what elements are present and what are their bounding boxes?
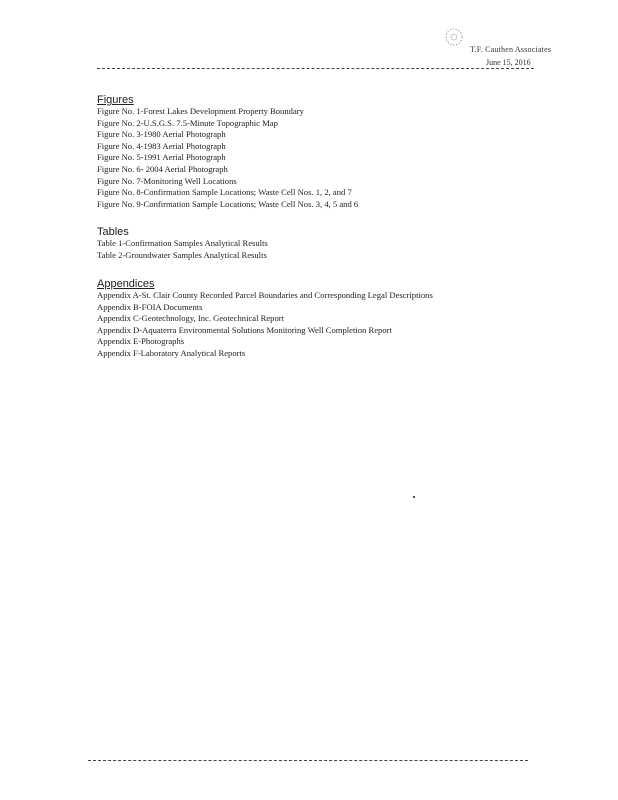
company-logo-icon: [443, 26, 465, 53]
appendix-item: Appendix D-Aquaterra Environmental Solutions Monitoring Well Completion Report: [97, 324, 392, 335]
figures-heading: Figures: [97, 94, 134, 106]
tables-heading: Tables: [97, 226, 129, 238]
figure-item: Figure No. 2-U.S.G.S. 7.5-Minute Topographic Map: [97, 117, 278, 128]
appendix-item: Appendix F-Laboratory Analytical Reports: [97, 347, 246, 358]
appendix-item: Appendix B-FOIA Documents: [97, 301, 203, 312]
figure-item: Figure No. 4-1983 Aerial Photograph: [97, 140, 226, 151]
figure-item: Figure No. 9-Confirmation Sample Locations; Waste Cell Nos. 3, 4, 5 and 6: [97, 198, 359, 209]
appendices-heading: Appendices: [97, 278, 155, 290]
appendix-item: Appendix A-St. Clair County Recorded Parcel Boundaries and Corresponding Legal Descriptions: [97, 290, 433, 300]
table-item: Table 1-Confirmation Samples Analytical Results: [97, 238, 268, 248]
table-item: Table 2-Groundwater Samples Analytical Results: [97, 249, 267, 260]
footer-rule: [88, 760, 528, 761]
figure-item: Figure No. 7-Monitoring Well Locations: [97, 175, 237, 186]
appendix-item: Appendix C-Geotechnology, Inc. Geotechnical Report: [97, 313, 285, 324]
figure-item: Figure No. 6- 2004 Aerial Photograph: [97, 163, 228, 174]
tables-section: [97, 226, 268, 261]
figure-item: Figure No. 1-Forest Lakes Development Property Boundary: [97, 106, 304, 116]
company-name: T.F. Cauthen Associates: [470, 45, 552, 54]
figure-item: Figure No. 8-Confirmation Sample Locations; Waste Cell Nos. 1, 2, and 7: [97, 187, 352, 198]
scan-speck: [413, 496, 415, 498]
figure-item: Figure No. 5-1991 Aerial Photograph: [97, 152, 226, 163]
appendices-section: [97, 278, 433, 360]
document-date: June 15, 2016: [486, 58, 531, 67]
figure-item: Figure No. 3-1980 Aerial Photograph: [97, 129, 226, 140]
header-rule: [97, 68, 534, 69]
appendix-item: Appendix E-Photographs: [97, 336, 185, 347]
figures-section: [97, 94, 358, 210]
